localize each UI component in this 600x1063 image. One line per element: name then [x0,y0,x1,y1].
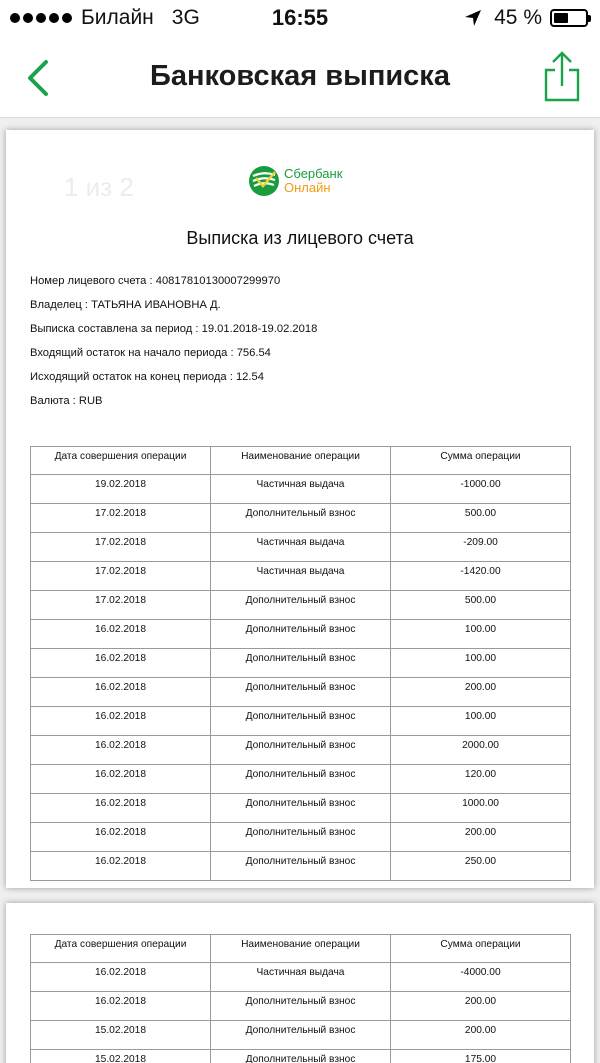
cell-date: 16.02.2018 [31,736,211,765]
battery-icon [550,9,588,27]
cell-date: 16.02.2018 [31,620,211,649]
account-number: Номер лицевого счета : 40817810130007299970 [30,275,281,287]
location-arrow-icon [464,9,482,27]
table-row [31,707,571,736]
cell-amount: 100.00 [391,649,571,678]
table-row [31,504,571,533]
cell-amount: 500.00 [391,504,571,533]
cell-amount: 200.00 [391,1021,571,1050]
cell-amount: 500.00 [391,591,571,620]
cell-amount: 2000.00 [391,736,571,765]
cell-date: 15.02.2018 [31,1050,211,1063]
table-row [31,1050,571,1063]
cell-amount: -1000.00 [391,475,571,504]
cell-date: 16.02.2018 [31,707,211,736]
cell-amount: 100.00 [391,707,571,736]
table-row [31,823,571,852]
cell-amount: 1000.00 [391,794,571,823]
battery-percent: 45 % [494,6,542,29]
cell-operation: Дополнительный взнос [211,736,391,765]
table-body [31,475,571,881]
cell-amount: 250.00 [391,852,571,881]
cell-date: 17.02.2018 [31,562,211,591]
table-row [31,562,571,591]
cell-operation: Дополнительный взнос [211,707,391,736]
transactions-table-page-1 [30,446,571,881]
column-header-amount: Сумма операции [391,935,571,963]
table-row [31,852,571,881]
column-header-name: Наименование операции [211,935,391,963]
table-row [31,1021,571,1050]
cell-date: 16.02.2018 [31,992,211,1021]
table-header-row [31,447,571,475]
cell-date: 16.02.2018 [31,823,211,852]
cell-date: 16.02.2018 [31,963,211,992]
cell-operation: Дополнительный взнос [211,1021,391,1050]
share-icon[interactable] [542,50,582,102]
cell-operation: Дополнительный взнос [211,504,391,533]
cell-date: 16.02.2018 [31,649,211,678]
cell-date: 16.02.2018 [31,678,211,707]
cell-date: 17.02.2018 [31,533,211,562]
page-counter: 1 из 2 [64,172,134,202]
carrier-name: Билайн [81,6,154,29]
cell-operation: Частичная выдача [211,562,391,591]
account-owner: Владелец : ТАТЬЯНА ИВАНОВНА Д. [30,299,221,311]
cell-amount: 200.00 [391,992,571,1021]
cell-operation: Частичная выдача [211,475,391,504]
cell-operation: Дополнительный взнос [211,620,391,649]
battery-level [554,13,568,23]
column-header-date: Дата совершения операции [31,447,211,475]
table-row [31,765,571,794]
cell-date: 16.02.2018 [31,852,211,881]
logo-line-2: Онлайн [284,180,331,195]
cell-date: 19.02.2018 [31,475,211,504]
status-time: 16:55 [271,5,329,30]
cell-operation: Дополнительный взнос [211,794,391,823]
sberbank-logo-icon [248,165,280,197]
table-row [31,475,571,504]
cell-amount: -209.00 [391,533,571,562]
cell-operation: Дополнительный взнос [211,823,391,852]
cell-operation: Дополнительный взнос [211,1050,391,1063]
table-row [31,794,571,823]
cell-amount: 200.00 [391,678,571,707]
cell-operation: Дополнительный взнос [211,765,391,794]
statement-title: Выписка из лицевого счета [186,228,414,248]
page-title: Банковская выписка [150,60,450,92]
cell-date: 15.02.2018 [31,1021,211,1050]
column-header-date: Дата совершения операции [31,935,211,963]
column-header-name: Наименование операции [211,447,391,475]
column-header-amount: Сумма операции [391,447,571,475]
cell-date: 16.02.2018 [31,765,211,794]
table-header-row [31,935,571,963]
cell-amount: -4000.00 [391,963,571,992]
table-row [31,591,571,620]
cell-operation: Частичная выдача [211,963,391,992]
network-type: 3G [171,6,200,29]
cell-date: 17.02.2018 [31,591,211,620]
table-row [31,736,571,765]
nav-bar [0,38,600,118]
table-row [31,620,571,649]
cell-amount: -1420.00 [391,562,571,591]
table-body [31,963,571,1063]
statement-page-1[interactable] [6,130,594,888]
table-row [31,963,571,992]
statement-info [30,274,317,418]
statement-page-2[interactable] [6,903,594,1063]
cell-date: 17.02.2018 [31,504,211,533]
closing-balance: Исходящий остаток на конец периода : 12.54 [30,371,264,383]
transactions-table-page-2 [30,934,571,1063]
table-row [31,678,571,707]
currency: Валюта : RUB [30,395,103,407]
cell-operation: Дополнительный взнос [211,852,391,881]
cell-operation: Дополнительный взнос [211,992,391,1021]
cell-amount: 200.00 [391,823,571,852]
cell-operation: Дополнительный взнос [211,649,391,678]
table-row [31,992,571,1021]
table-row [31,533,571,562]
status-bar [0,0,600,38]
opening-balance: Входящий остаток на начало периода : 756.54 [30,347,271,359]
sberbank-logo [248,165,342,197]
cell-amount: 100.00 [391,620,571,649]
table-row [31,649,571,678]
status-right [464,6,588,30]
statement-period: Выписка составлена за период : 19.01.2018-19.02.2018 [30,323,318,335]
logo-line-1: Сбербанк [284,166,343,181]
cell-amount: 175.00 [391,1050,571,1063]
cell-amount: 120.00 [391,765,571,794]
cell-date: 16.02.2018 [31,794,211,823]
cell-operation: Частичная выдача [211,533,391,562]
cell-operation: Дополнительный взнос [211,678,391,707]
cell-operation: Дополнительный взнос [211,591,391,620]
